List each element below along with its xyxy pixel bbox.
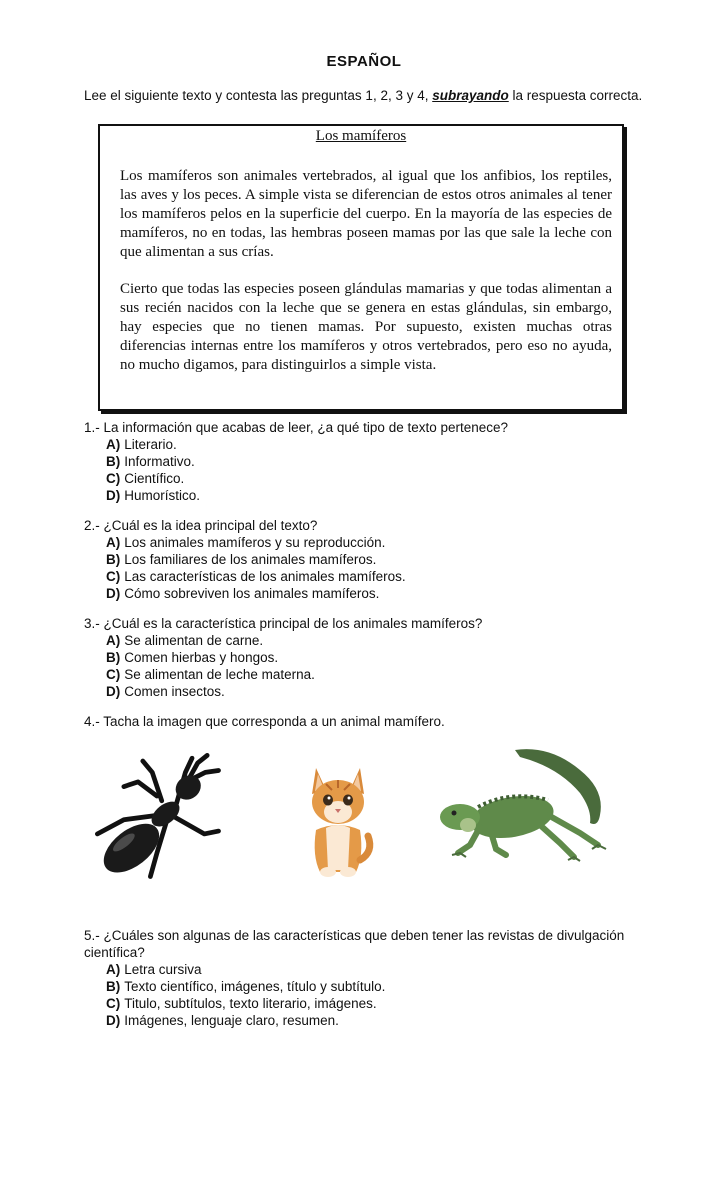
iguana-icon[interactable] xyxy=(440,745,620,870)
question-3 xyxy=(84,615,674,700)
ant-icon[interactable] xyxy=(86,744,228,886)
option-text: Se alimentan de leche materna. xyxy=(124,667,315,682)
option-text: Comen hierbas y hongos. xyxy=(124,650,279,665)
option-letter: D) xyxy=(106,586,121,601)
reading-box xyxy=(98,124,624,411)
option-letter: C) xyxy=(106,996,121,1011)
option-letter: C) xyxy=(106,667,121,682)
answer-option-d[interactable] xyxy=(84,683,674,700)
option-text: Letra cursiva xyxy=(124,962,202,977)
instructions-text: Lee el siguiente texto y contesta las preguntas 1, 2, 3 y 4, xyxy=(84,88,433,103)
option-letter: A) xyxy=(106,962,121,977)
answer-options xyxy=(84,961,674,1029)
answer-option-b[interactable] xyxy=(84,978,674,995)
option-text: Comen insectos. xyxy=(124,684,225,699)
option-letter: B) xyxy=(106,454,121,469)
option-text: Científico. xyxy=(124,471,185,486)
answer-option-d[interactable] xyxy=(84,585,674,602)
answer-option-b[interactable] xyxy=(84,453,674,470)
question-5 xyxy=(84,927,674,1029)
option-letter: A) xyxy=(106,535,121,550)
option-letter: C) xyxy=(106,569,121,584)
question-2 xyxy=(84,517,674,602)
option-text: Se alimentan de carne. xyxy=(124,633,264,648)
answer-option-b[interactable] xyxy=(84,649,674,666)
answer-option-c[interactable] xyxy=(84,470,674,487)
option-letter: A) xyxy=(106,633,121,648)
option-letter: C) xyxy=(106,471,121,486)
kitten-icon[interactable] xyxy=(298,760,378,880)
instructions-text-end: la respuesta correcta. xyxy=(508,88,643,103)
option-text: Texto científico, imágenes, título y subtítulo. xyxy=(124,979,386,994)
question-text: 3.- ¿Cuál es la característica principal de los animales mamíferos? xyxy=(84,616,483,631)
answer-option-a[interactable] xyxy=(84,436,674,453)
option-text: Titulo, subtítulos, texto literario, imágenes. xyxy=(124,996,377,1011)
option-letter: D) xyxy=(106,684,121,699)
option-text: Humorístico. xyxy=(124,488,201,503)
instructions-emphasis: subrayando xyxy=(432,88,509,103)
answer-options xyxy=(84,436,674,504)
option-letter: A) xyxy=(106,437,121,452)
answer-option-c[interactable] xyxy=(84,666,674,683)
option-text: Imágenes, lenguaje claro, resumen. xyxy=(124,1013,339,1028)
option-text: Los familiares de los animales mamíferos. xyxy=(124,552,377,567)
question-text: 2.- ¿Cuál es la idea principal del texto? xyxy=(84,518,318,533)
instructions xyxy=(84,87,660,105)
option-letter: B) xyxy=(106,552,121,567)
answer-option-a[interactable] xyxy=(84,632,674,649)
option-text: Las características de los animales mamíferos. xyxy=(124,569,406,584)
option-letter: B) xyxy=(106,979,121,994)
option-text: Informativo. xyxy=(124,454,195,469)
question-1 xyxy=(84,419,674,504)
answer-option-a[interactable] xyxy=(84,961,674,978)
question-text: 4.- Tacha la imagen que corresponda a un animal mamífero. xyxy=(84,714,445,729)
answer-option-c[interactable] xyxy=(84,995,674,1012)
answer-option-b[interactable] xyxy=(84,551,674,568)
option-text: Literario. xyxy=(124,437,177,452)
option-text: Los animales mamíferos y su reproducción. xyxy=(124,535,386,550)
reading-paragraph: Los mamíferos son animales vertebrados, al igual que los anfibios, los reptiles, las aves y los peces. A simple vista se diferencian de estos otros animales al tener los mamíferos pelos en la superficie del cuerpo. En la mayoría de las especies de mamíferos, no en todas, las hembras poseen mamas por las que sale la leche con que alimentan a sus crías. xyxy=(120,168,612,260)
answer-option-a[interactable] xyxy=(84,534,674,551)
page-title: ESPAÑOL xyxy=(326,53,402,70)
option-text: Cómo sobreviven los animales mamíferos. xyxy=(124,586,380,601)
answer-options xyxy=(84,534,674,602)
question-4 xyxy=(84,713,674,730)
answer-option-d[interactable] xyxy=(84,487,674,504)
option-letter: B) xyxy=(106,650,121,665)
option-letter: D) xyxy=(106,1013,121,1028)
reading-title: Los mamíferos xyxy=(315,128,407,144)
question-text: 1.- La información que acabas de leer, ¿a qué tipo de texto pertenece? xyxy=(84,420,509,435)
question-text: 5.- ¿Cuáles son algunas de las características que deben tener las revistas de divulgación científica? xyxy=(84,928,625,960)
answer-options xyxy=(84,632,674,700)
option-letter: D) xyxy=(106,488,121,503)
reading-paragraph: Cierto que todas las especies poseen glándulas mamarias y que todas alimentan a sus recién nacidos con la leche que se genera en estas glándulas, sin embargo, hay especies que no tienen mamas. Por supuesto, existen muchas otras diferencias internas entre los mamíferos y otros vertebrados, pero eso no ayuda, no mucho digamos, para distinguirlos a simple vista. xyxy=(120,281,612,373)
answer-option-d[interactable] xyxy=(84,1012,674,1029)
answer-option-c[interactable] xyxy=(84,568,674,585)
